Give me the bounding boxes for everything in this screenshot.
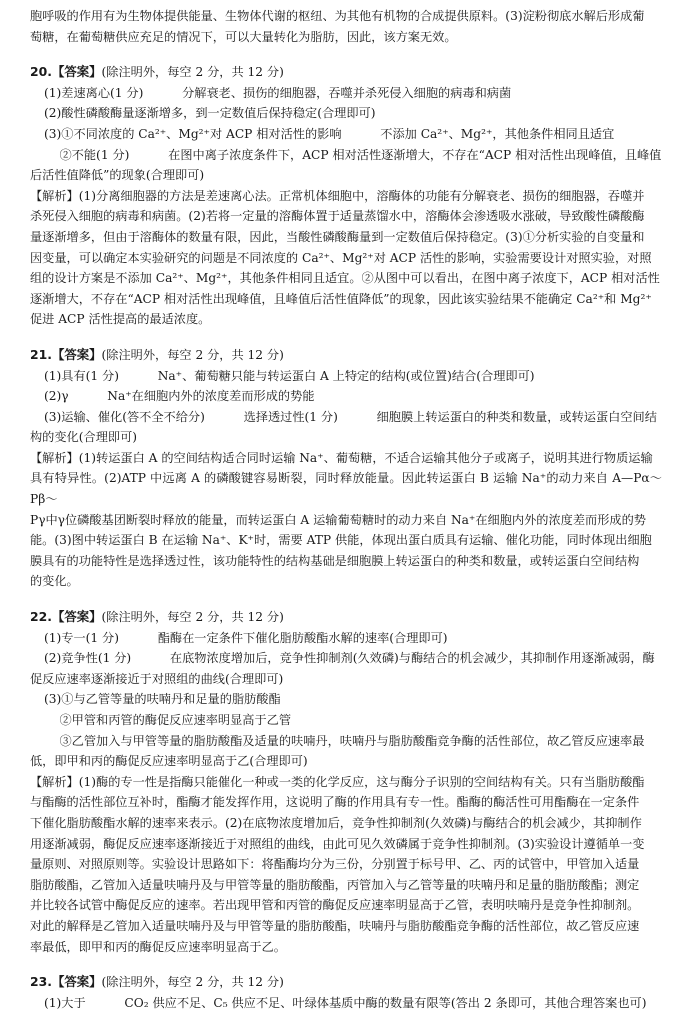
question-header — [30, 607, 662, 628]
analysis-line: 下催化脂肪酸酯水解的速率来表示。(2)在底物浓度增加后，竞争性抑制剂(久效磷)与酶结合的机会减少，其抑制作 — [30, 815, 642, 830]
question-20 — [30, 62, 662, 330]
question-21 — [30, 345, 662, 592]
score-note: (除注明外，每空 2 分，共 12 分) — [101, 347, 284, 362]
answer-line: (3)①与乙管等量的呋喃丹和足量的脂肪酸酯 — [44, 692, 281, 707]
answer-line: ②不能(1 分) 在图中离子浓度条件下，ACP 相对活性逐渐增大，不存在“ACP 相对活性出现峰值，且峰值 — [44, 147, 662, 162]
answer-tag: 【答案】 — [51, 346, 102, 362]
answer-tag: 【答案】 — [51, 609, 102, 625]
answer-line: (2)酸性磷酸酶量逐渐增多，到一定数值后保持稳定(合理即可) — [44, 106, 376, 121]
answer-line: ②甲管和丙管的酶促反应速率明显高于乙管 — [44, 713, 292, 727]
analysis-line: 并比较各试管中酶促反应的速率。若出现甲管和丙管的酶促反应速率明显高于乙管，表明呋喃丹是竞争性抑制剂。 — [30, 898, 640, 913]
question-header — [30, 62, 662, 83]
analysis-line: 杀死侵入细胞的病毒和病菌。(2)若将一定量的溶酶体置于适量蒸馏水中，溶酶体会渗透吸水涨破，导致酸性磷酸酶 — [30, 209, 645, 224]
answer-line: (1)专一(1 分) 酯酶在一定条件下催化脂肪酸酯水解的速率(合理即可) — [44, 630, 448, 645]
answer-line: 低，即甲和丙的酶促反应速率明显高于乙(合理即可) — [30, 754, 308, 769]
score-note: (除注明外，每空 2 分，共 12 分) — [101, 610, 284, 625]
analysis-line: 量逐渐增多，但由于溶酶体的数量有限，因此，当酸性磷酸酶量到一定数值后保持稳定。(3)①分析实验的自变量和 — [30, 229, 645, 244]
analysis-line: 因变量，可以确定本实验研究的问题是不同浓度的 Ca²⁺、Mg²⁺对 ACP 活性的影响，实验需要设计对照实验，对照 — [30, 250, 652, 265]
question-header — [30, 345, 662, 366]
answer-line: 构的变化(合理即可) — [30, 430, 138, 445]
question-number: 21. — [30, 346, 52, 362]
analysis-line: 的变化。 — [30, 574, 79, 589]
analysis-line: 促进 ACP 活性提高的最适浓度。 — [30, 312, 211, 327]
question-23 — [30, 972, 662, 1013]
score-note: (除注明外，每空 2 分，共 12 分) — [101, 975, 284, 990]
analysis-line: Pγ中γ位磷酸基团断裂时释放的能量，而转运蛋白 A 运输葡萄糖时的动力来自 Na⁺在细胞内外的浓度差而形成的势 — [30, 512, 646, 527]
answer-tag: 【答案】 — [51, 974, 102, 990]
analysis-line: 膜具有的功能特性是选择透过性，该功能特性的结构基础是细胞膜上转运蛋白的种类和数量，或转运蛋白空间结构 — [30, 553, 640, 568]
answer-line: (3)运输、催化(答不全不给分) 选择透过性(1 分) 细胞膜上转运蛋白的种类和数量，或转运蛋白空间结 — [44, 409, 657, 424]
question-number: 20. — [30, 64, 52, 80]
answer-tag: 【答案】 — [51, 64, 102, 80]
analysis-line: 逐渐增大，不存在“ACP 相对活性出现峰值，且峰值后活性值降低”的现象，因此该实验结果不能确定 Ca²⁺和 Mg²⁺ — [30, 291, 652, 306]
analysis-line: 具有特异性。(2)ATP 中远离 A 的磷酸键容易断裂，同时释放能量。因此转运蛋白 B 运输 Na⁺的动力来自 A—Pα～Pβ～ — [30, 471, 662, 507]
analysis-line: 【解析】(1)酶的专一性是指酶只能催化一种或一类的化学反应，这与酶分子识别的空间结构有关。只有当脂肪酸酯 — [30, 774, 645, 789]
analysis-line: 对此的解释是乙管加入适量呋喃丹及与甲管等量的脂肪酸酯，呋喃丹与脂肪酸酯竞争酶的活性部位，故乙管反应速 — [30, 918, 640, 933]
question-number: 22. — [30, 609, 52, 625]
analysis-line: 脂肪酸酯，乙管加入适量呋喃丹及与甲管等量的脂肪酸酯，丙管加入与乙管等量的呋喃丹和足量的脂肪酸酯；测定 — [30, 877, 640, 892]
answer-line: (2)竞争性(1 分) 在底物浓度增加后，竞争性抑制剂(久效磷)与酶结合的机会减少，其抑制作用逐渐减弱，酶 — [44, 651, 655, 666]
score-note: (除注明外，每空 2 分，共 12 分) — [101, 65, 284, 80]
question-header — [30, 972, 662, 993]
intro-line: 萄糖，在葡萄糖供应充足的情况下，可以大量转化为脂肪，因此，该方案无效。 — [30, 29, 457, 44]
analysis-line: 组的设计方案是不添加 Ca²⁺、Mg²⁺，其他条件相同且适宜。②从图中可以看出，在图中离子浓度下，ACP 相对活性 — [30, 271, 660, 286]
answer-line: ③乙管加入与甲管等量的脂肪酸酯及适量的呋喃丹，呋喃丹与脂肪酸酯竞争酶的活性部位，故乙管反应速率最 — [44, 733, 645, 748]
analysis-line: 用逐渐减弱，酶促反应速率逐渐接近于对照组的曲线，由此可见久效磷属于竞争性抑制剂。(3)实验设计遵循单一变 — [30, 836, 645, 851]
answer-line: (1)具有(1 分) Na⁺、葡萄糖只能与转运蛋白 A 上特定的结构(或位置)结合(合理即可) — [44, 368, 535, 383]
answer-line: (1)差速离心(1 分) 分解衰老、损伤的细胞器，吞噬并杀死侵入细胞的病毒和病菌 — [44, 85, 512, 100]
analysis-line: 【解析】(1)转运蛋白 A 的空间结构适合同时运输 Na⁺、葡萄糖，不适合运输其他分子或离子，说明其进行物质运输 — [30, 450, 653, 465]
analysis-line: 量原则、对照原则等。实验设计思路如下：将酯酶均分为三份，分别置于标号甲、乙、丙的试管中，甲管加入适量 — [30, 857, 640, 872]
question-number: 23. — [30, 974, 52, 990]
answer-line: 促反应速率逐渐接近于对照组的曲线(合理即可) — [30, 671, 284, 686]
answer-line: (3)①不同浓度的 Ca²⁺、Mg²⁺对 ACP 相对活性的影响 不添加 Ca²⁺、Mg²⁺，其他条件相同且适宜 — [44, 126, 615, 141]
question-22 — [30, 607, 662, 957]
analysis-line: 能。(3)图中转运蛋白 B 在运输 Na⁺、K⁺时，需要 ATP 供能，体现出蛋白质具有运输、催化功能，同时体现出细胞 — [30, 533, 652, 548]
analysis-line: 与酯酶的活性部位互补时，酯酶才能发挥作用，这说明了酶的作用具有专一性。酯酶的酶活性可用酯酶在一定条件 — [30, 795, 640, 810]
answer-line: 后活性值降低”的现象(合理即可) — [30, 168, 205, 183]
intro-line: 胞呼吸的作用有为生物体提供能量、生物体代谢的枢纽、为其他有机物的合成提供原料。(3)淀粉彻底水解后形成葡 — [30, 9, 645, 23]
answer-line: (2)γ Na⁺在细胞内外的浓度差而形成的势能 — [44, 389, 315, 404]
analysis-line: 【解析】(1)分离细胞器的方法是差速离心法。正常机体细胞中，溶酶体的功能有分解衰老、损伤的细胞器，吞噬并 — [30, 188, 645, 203]
answer-line: (1)大于 CO₂ 供应不足、C₅ 供应不足、叶绿体基质中酶的数量有限等(答出 2 条即可，其他合理答案也可) — [44, 995, 647, 1010]
analysis-line: 率最低，即甲和丙的酶促反应速率明显高于乙。 — [30, 939, 286, 954]
